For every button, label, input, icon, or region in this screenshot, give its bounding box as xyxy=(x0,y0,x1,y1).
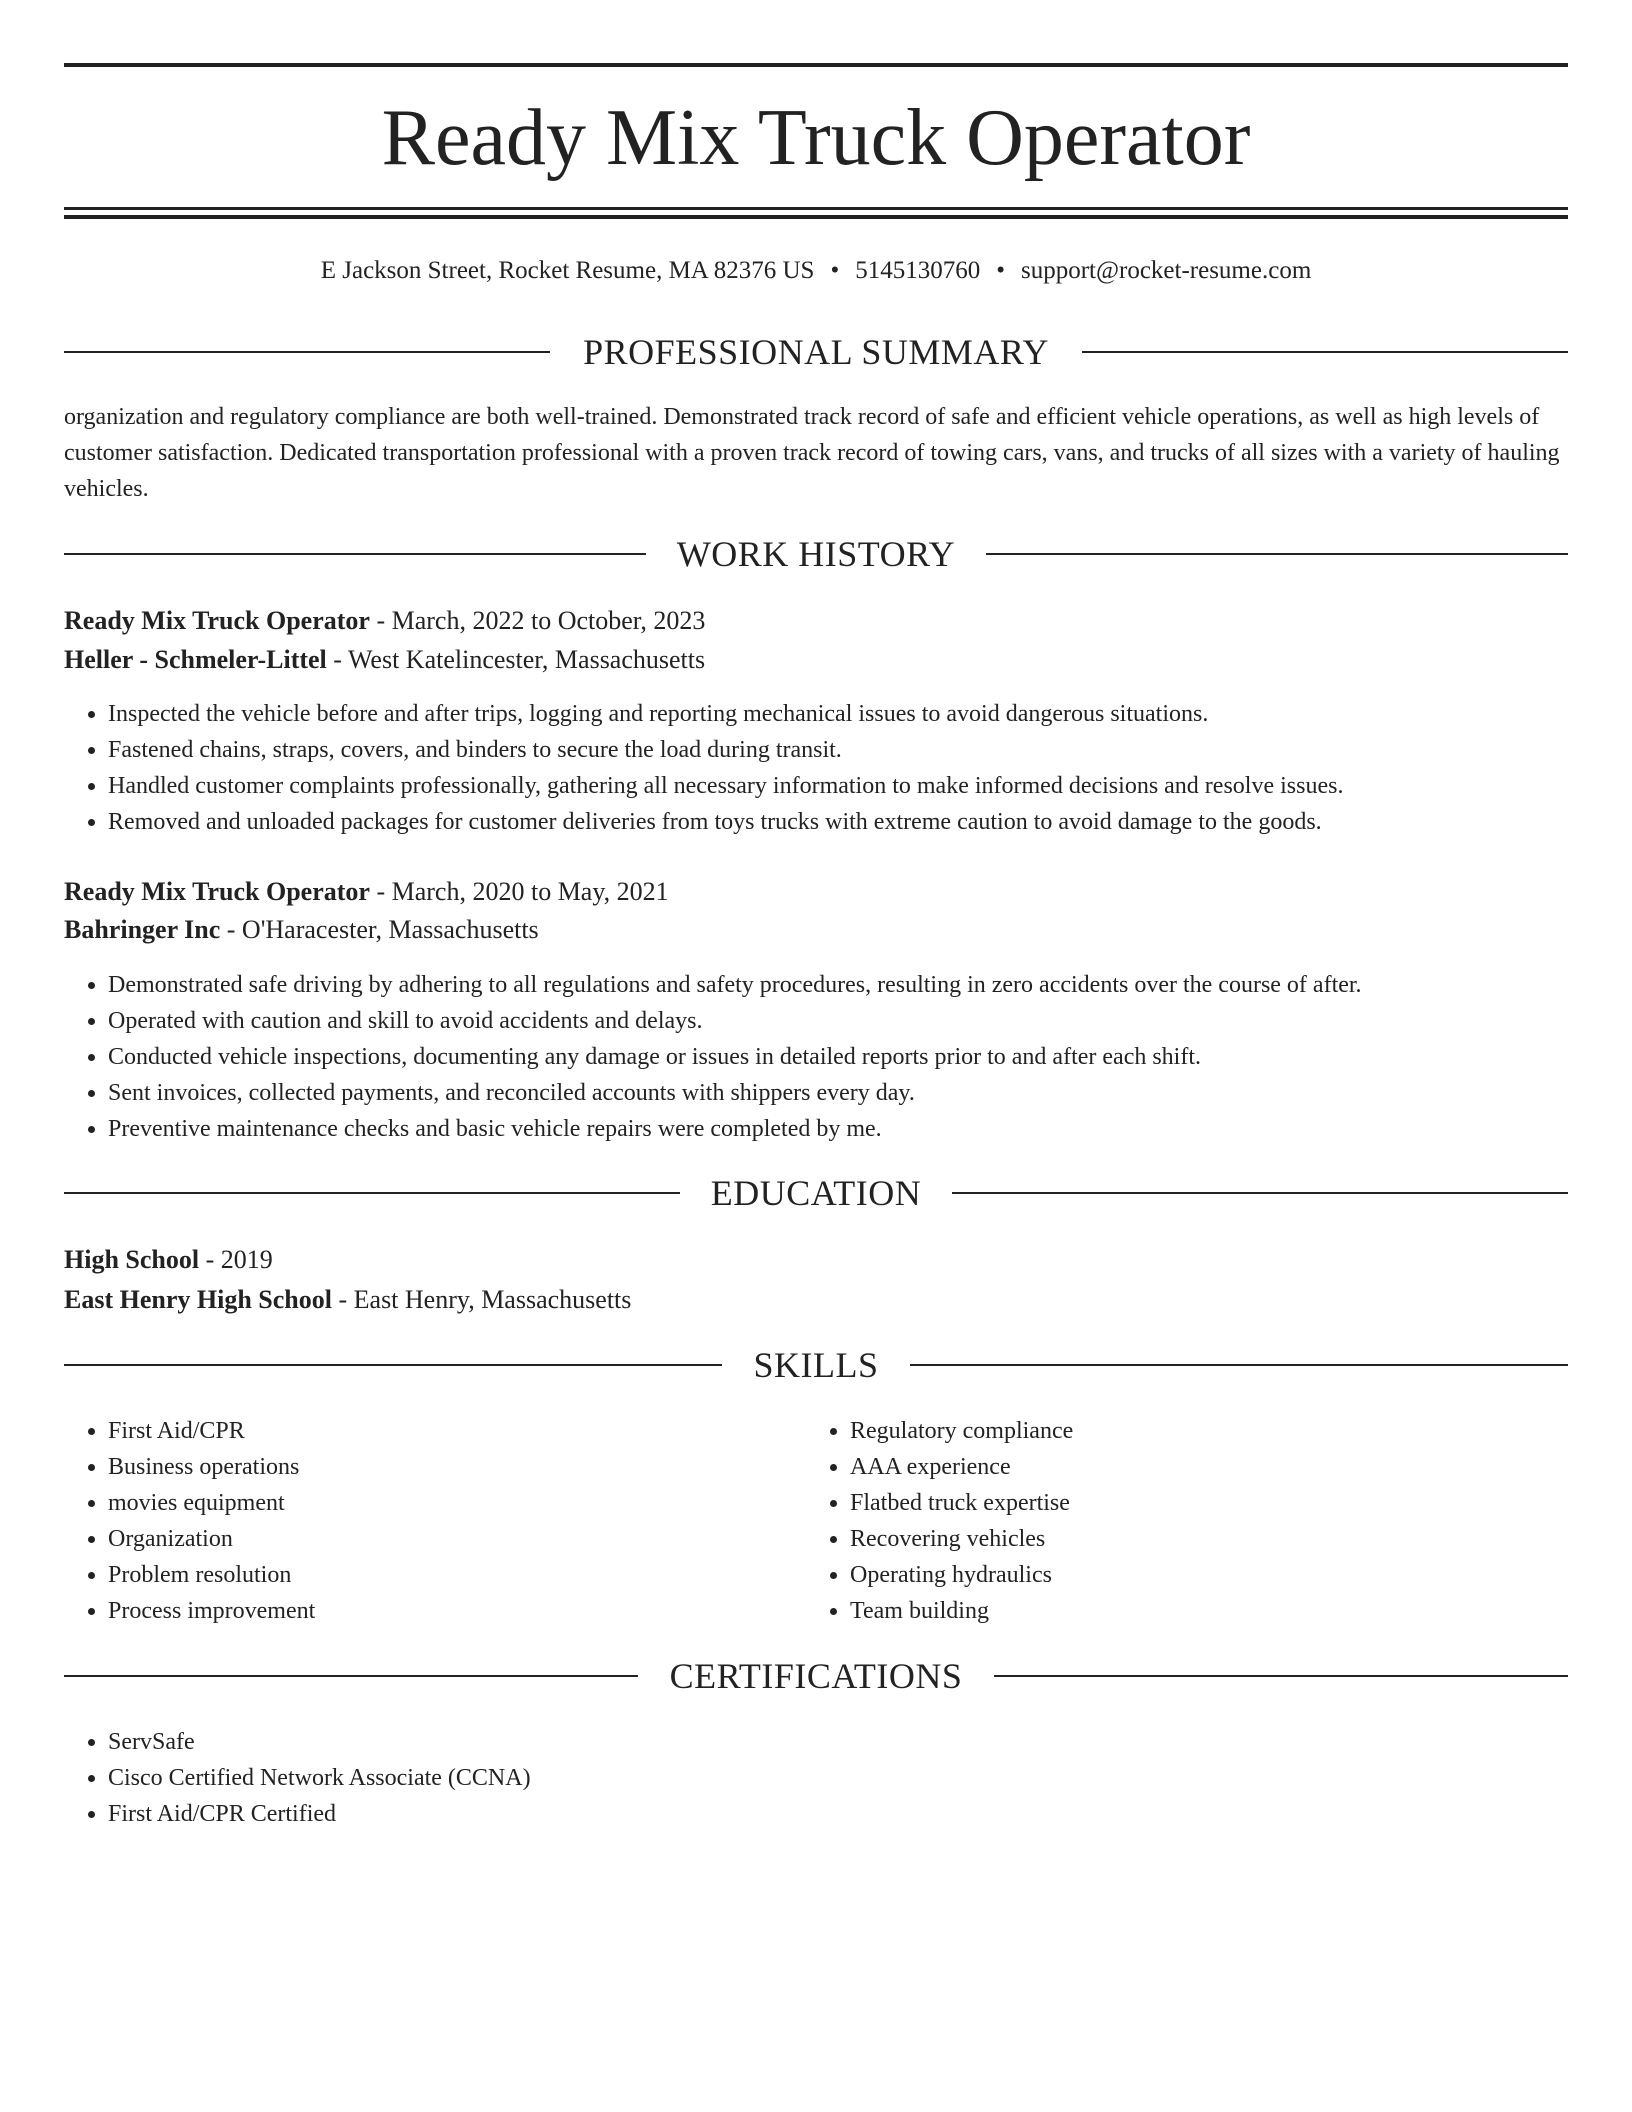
list-item: • Flatbed truck expertise xyxy=(850,1485,1073,1521)
job-title: Ready Mix Truck Operator xyxy=(64,606,370,635)
list-item: • Recovering vehicles xyxy=(850,1521,1073,1557)
list-item: • Operated with caution and skill to avoid accidents and delays. xyxy=(108,1003,1362,1039)
list-item: • Problem resolution xyxy=(108,1557,315,1593)
list-item: • Fastened chains, straps, covers, and binders to secure the load during transit. xyxy=(108,732,1343,768)
education-year: - 2019 xyxy=(199,1245,273,1274)
certifications-list xyxy=(64,1724,531,1832)
title-rule-upper xyxy=(64,207,1568,210)
job-company-line xyxy=(64,912,539,948)
skills-list-right xyxy=(806,1413,1073,1629)
education-degree-line xyxy=(64,1242,273,1278)
contact-line xyxy=(64,254,1568,288)
job-bullets xyxy=(64,696,1343,840)
list-item: • AAA experience xyxy=(850,1449,1073,1485)
list-item: • First Aid/CPR xyxy=(108,1413,315,1449)
list-item: • Inspected the vehicle before and after trips, logging and reporting mechanical issues to avoid dangerous situations. xyxy=(108,696,1343,732)
education-location: - East Henry, Massachusetts xyxy=(331,1285,632,1314)
job-location: - West Katelincester, Massachusetts xyxy=(326,645,706,674)
top-rule xyxy=(64,63,1568,67)
list-item: • Operating hydraulics xyxy=(850,1557,1073,1593)
job-company: Heller - Schmeler-Littel xyxy=(64,645,327,674)
education-degree: High School xyxy=(64,1245,200,1274)
contact-separator: • xyxy=(830,257,840,284)
job-bullets xyxy=(64,967,1362,1147)
list-item: • First Aid/CPR Certified xyxy=(108,1796,531,1832)
list-item: • Process improvement xyxy=(108,1593,315,1629)
skills-section-heading xyxy=(64,1345,1568,1385)
job-dates: - March, 2022 to October, 2023 xyxy=(369,606,706,635)
contact-phone: 5145130760 xyxy=(855,257,981,284)
education-section-heading xyxy=(64,1173,1568,1213)
list-item: • Cisco Certified Network Associate (CCNA) xyxy=(108,1760,531,1796)
job-company-line xyxy=(64,642,705,678)
education-school: East Henry High School xyxy=(64,1285,332,1314)
list-item: • Handled customer complaints professionally, gathering all necessary information to make informed decisions and resolve issues. xyxy=(108,768,1343,804)
list-item: • Business operations xyxy=(108,1449,315,1485)
section-heading-label: CERTIFICATIONS xyxy=(669,1656,963,1696)
list-item: • Organization xyxy=(108,1521,315,1557)
list-item: • Demonstrated safe driving by adhering to all regulations and safety procedures, resulting in zero accidents over the course of after. xyxy=(108,967,1362,1003)
job-title-line xyxy=(64,603,705,639)
section-heading-label: EDUCATION xyxy=(710,1173,922,1213)
contact-address: E Jackson Street, Rocket Resume, MA 82376 US xyxy=(320,257,815,284)
summary-section-heading xyxy=(64,332,1568,372)
list-item: • movies equipment xyxy=(108,1485,315,1521)
job-dates: - March, 2020 to May, 2021 xyxy=(369,877,669,906)
list-item: • Removed and unloaded packages for customer deliveries from toys trucks with extreme caution to avoid damage to the goods. xyxy=(108,804,1343,840)
job-location: - O'Haracester, Massachusetts xyxy=(220,915,539,944)
list-item: • Team building xyxy=(850,1593,1073,1629)
job-title: Ready Mix Truck Operator xyxy=(64,877,370,906)
title-rule-lower xyxy=(64,215,1568,219)
skills-list-left xyxy=(64,1413,315,1629)
list-item: • Conducted vehicle inspections, documenting any damage or issues in detailed reports prior to and after each shift. xyxy=(108,1039,1362,1075)
summary-text: organization and regulatory compliance are both well-trained. Demonstrated track record of safe and efficient vehicle operations, as well as high levels of customer satisfaction. Dedicated transportation professional with a proven track record of towing cars, vans, and trucks of all sizes with a variety of hauling vehicles. xyxy=(64,404,1560,502)
education-school-line xyxy=(64,1282,631,1318)
resume-title: Ready Mix Truck Operator xyxy=(381,94,1251,182)
job-company: Bahringer Inc xyxy=(64,915,221,944)
section-heading-label: SKILLS xyxy=(753,1345,879,1385)
section-heading-label: PROFESSIONAL SUMMARY xyxy=(583,332,1049,372)
contact-separator: • xyxy=(996,257,1005,284)
work-history-section-heading xyxy=(64,534,1568,574)
list-item: • Regulatory compliance xyxy=(850,1413,1073,1449)
list-item: • Sent invoices, collected payments, and reconciled accounts with shippers every day. xyxy=(108,1075,1362,1111)
list-item: • Preventive maintenance checks and basic vehicle repairs were completed by me. xyxy=(108,1111,1362,1147)
contact-email: support@rocket-resume.com xyxy=(1020,257,1312,284)
list-item: • ServSafe xyxy=(108,1724,531,1760)
section-heading-label: WORK HISTORY xyxy=(676,534,956,574)
certifications-section-heading xyxy=(64,1656,1568,1696)
job-title-line xyxy=(64,874,669,910)
